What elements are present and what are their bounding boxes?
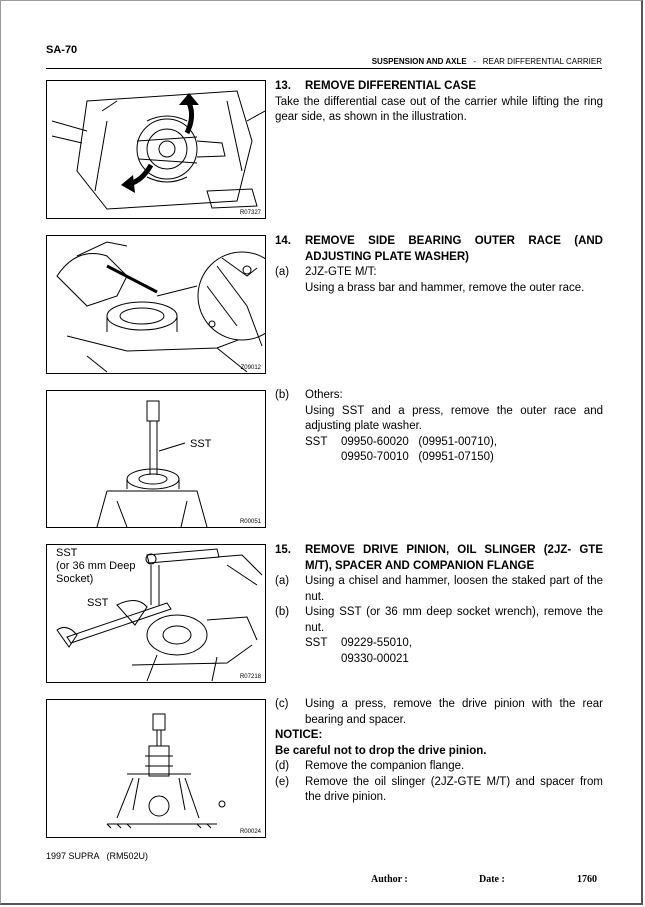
sst-key: SST xyxy=(305,637,328,649)
sst-part-2: 09330-00021 xyxy=(341,652,409,665)
substep-text: Using SST (or 36 mm deep socket wrench), remove the nut. xyxy=(305,606,603,634)
figure-press-drive-pinion xyxy=(46,699,266,838)
substep-text: Remove the oil slinger (2JZ-GTE M/T) and spacer from the drive pinion. xyxy=(305,775,603,803)
substep-e xyxy=(275,775,603,806)
footer-page-number: 1760 xyxy=(577,874,597,885)
subsection-title: REAR DIFFERENTIAL CARRIER xyxy=(482,57,602,66)
illustration-differential-case xyxy=(47,81,266,219)
illustration-brass-bar-hammer xyxy=(47,236,266,374)
substep-title: 2JZ-GTE M/T: xyxy=(305,266,377,278)
substep-key: (e) xyxy=(275,775,290,788)
substep-key: (b) xyxy=(275,389,290,401)
substep-key: (a) xyxy=(275,266,290,278)
substep-key: (a) xyxy=(275,575,290,587)
sst-part-1: 09950-60020 (09951-00710), xyxy=(341,435,498,448)
substep-key: (d) xyxy=(275,760,290,772)
header-separator: - xyxy=(473,57,477,66)
sst-deep-socket-label: SST (or 36 mm Deep Socket) xyxy=(56,547,136,585)
step-title: REMOVE DRIVE PINION, OIL SLINGER (2JZ- GTE M/T), SPACER AND COMPANION FLANGE xyxy=(305,544,603,572)
step-title: REMOVE SIDE BEARING OUTER RACE (AND ADJUSTING PLATE WASHER) xyxy=(305,235,603,263)
sst-label: SST xyxy=(190,438,212,450)
figure-code: R07327 xyxy=(239,210,261,216)
section-title: SUSPENSION AND AXLE xyxy=(371,57,467,66)
substep-text: Using a chisel and hammer, loosen the staked part of the nut. xyxy=(305,575,603,603)
notice-text: Be careful not to drop the drive pinion. xyxy=(275,744,487,757)
page-id: SA-70 xyxy=(46,44,78,56)
substep-b xyxy=(275,388,603,404)
figure-code: Z09012 xyxy=(240,365,261,371)
sst-part-2: 09950-70010 (09951-07150) xyxy=(341,451,494,463)
illustration-sst-press xyxy=(47,391,266,528)
step-number: 14. xyxy=(275,235,291,247)
step-number: 15. xyxy=(275,544,291,556)
footer-author-label: Author : xyxy=(371,874,408,885)
sst-label: SST xyxy=(87,597,109,609)
figure-code: R07218 xyxy=(239,674,261,680)
substep-b xyxy=(275,605,603,636)
sst-numbers xyxy=(275,636,603,667)
substep-key: (c) xyxy=(275,698,289,710)
sst-numbers xyxy=(275,435,603,466)
step-15-cont xyxy=(275,697,603,806)
substep-text: Using a press, remove the drive pinion with the rear bearing and spacer. xyxy=(305,698,603,726)
step-14 xyxy=(275,234,603,296)
running-header xyxy=(46,57,602,66)
figure-remove-differential-case xyxy=(46,80,266,219)
substep-title: Others: xyxy=(305,389,343,401)
step-13 xyxy=(275,79,603,126)
substep-c xyxy=(275,697,603,728)
step-14-b xyxy=(275,388,603,466)
footer-model: 1997 SUPRA (RM502U) xyxy=(46,851,149,861)
substep-key: (b) xyxy=(275,606,290,618)
header-rule xyxy=(46,68,602,69)
step-13-heading xyxy=(275,79,603,95)
footer-date-label: Date : xyxy=(479,874,505,885)
notice-label: NOTICE: xyxy=(275,729,323,741)
illustration-press-pinion xyxy=(47,700,266,838)
step-13-text: Take the differential case out of the carrier while lifting the ring gear side, as shown in the illustration. xyxy=(275,95,603,123)
step-15-heading xyxy=(275,543,603,574)
figure-code: R00024 xyxy=(239,829,261,835)
sst-key: SST xyxy=(305,435,328,448)
substep-b-text: Using SST and a press, remove the outer race and adjusting plate washer. xyxy=(305,404,603,432)
step-title: REMOVE DIFFERENTIAL CASE xyxy=(305,80,477,92)
figure-remove-nut xyxy=(46,544,266,683)
sst-part-1: 09229-55010, xyxy=(341,637,412,649)
substep-text: Remove the companion flange. xyxy=(305,760,465,772)
substep-a xyxy=(275,574,603,605)
figure-code: R00051 xyxy=(239,519,261,525)
step-number: 13. xyxy=(275,80,291,92)
substep-a-text: Using a brass bar and hammer, remove the outer race. xyxy=(305,281,585,294)
step-14-heading xyxy=(275,234,603,265)
substep-d xyxy=(275,759,603,775)
figure-sst-press-outer-race xyxy=(46,390,266,528)
figure-remove-outer-race xyxy=(46,235,266,374)
step-15 xyxy=(275,543,603,667)
substep-a xyxy=(275,265,603,281)
